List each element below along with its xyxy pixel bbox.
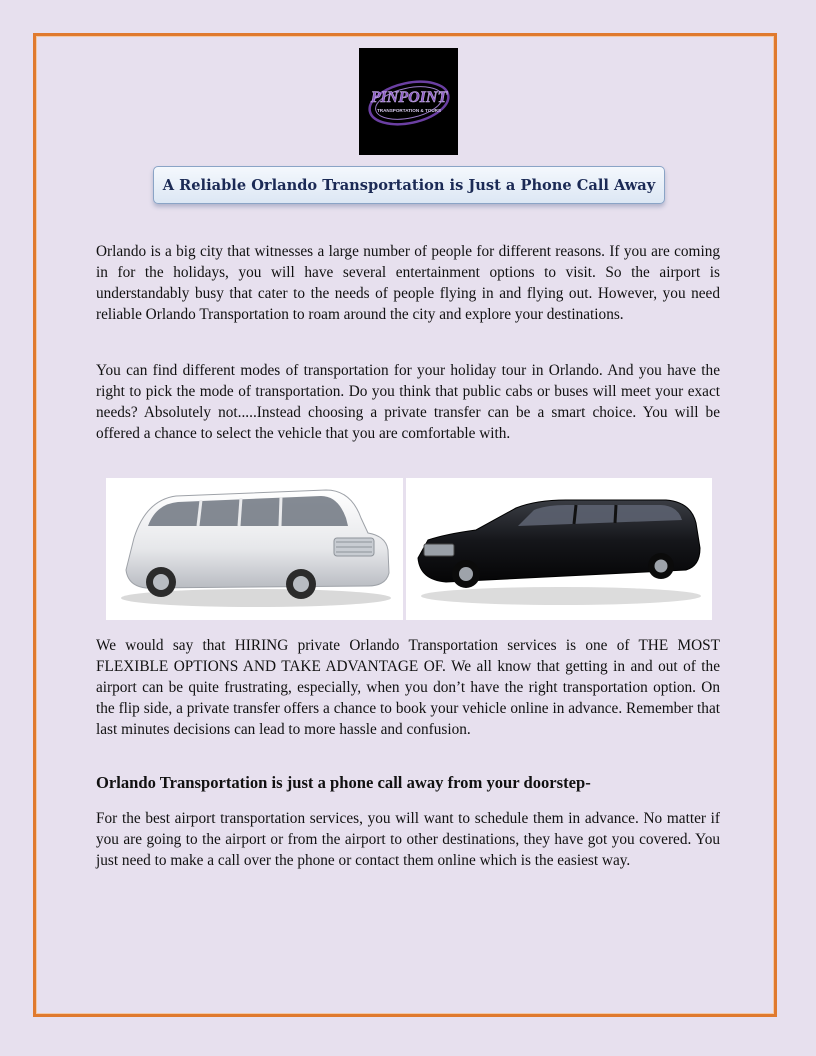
section-subheading: Orlando Transportation is just a phone call away from your doorstep-: [96, 773, 591, 792]
paragraph-intro: Orlando is a big city that witnesses a large number of people for different reasons. If you are coming in for the holidays, you will have several entertainment options to visit. So the airport is understandably busy that cater to the needs of people flying in and flying out. However, you need reliable Orlando Transportation to roam around the city and explore your destinations.: [96, 243, 720, 323]
paragraph-modes: You can find different modes of transportation for your holiday tour in Orlando. And you have the right to pick the mode of transportation. Do you think that public cabs or buses will meet your exact needs? Absolutely not.....Instead choosing a private transfer can be a smart choice. You will be offered a chance to select the vehicle that you are comfortable with.: [96, 362, 720, 442]
black-limousine-photo: [406, 478, 712, 620]
logo-graphic: [359, 48, 458, 155]
paragraph-booking: For the best airport transportation services, you will want to schedule them in advance. No matter if you are going to the airport or from the airport to other destinations, they have got you covered. You just need to make a call over the phone or contact them online which is the easiest way.: [96, 810, 720, 869]
page-title: A Reliable Orlando Transportation is Just a Phone Call Away: [153, 166, 665, 204]
company-logo: [359, 48, 458, 155]
paragraph-hiring: We would say that HIRING private Orlando Transportation services is one of THE MOST FLEXIBLE OPTIONS AND TAKE ADVANTAGE OF. We all know that getting in and out of the airport can be quite frustrating, especially, when you don’t have the right transportation option. On the flip side, a private transfer offers a chance to book your vehicle online in advance. Remember that last minutes decisions can lead to more hassle and confusion.: [96, 637, 720, 738]
white-limousine-photo: [106, 478, 403, 620]
logo-brand-text: PINPOINT: [370, 89, 448, 106]
logo-tagline-text: TRANSPORTATION & TOURS: [376, 108, 442, 113]
